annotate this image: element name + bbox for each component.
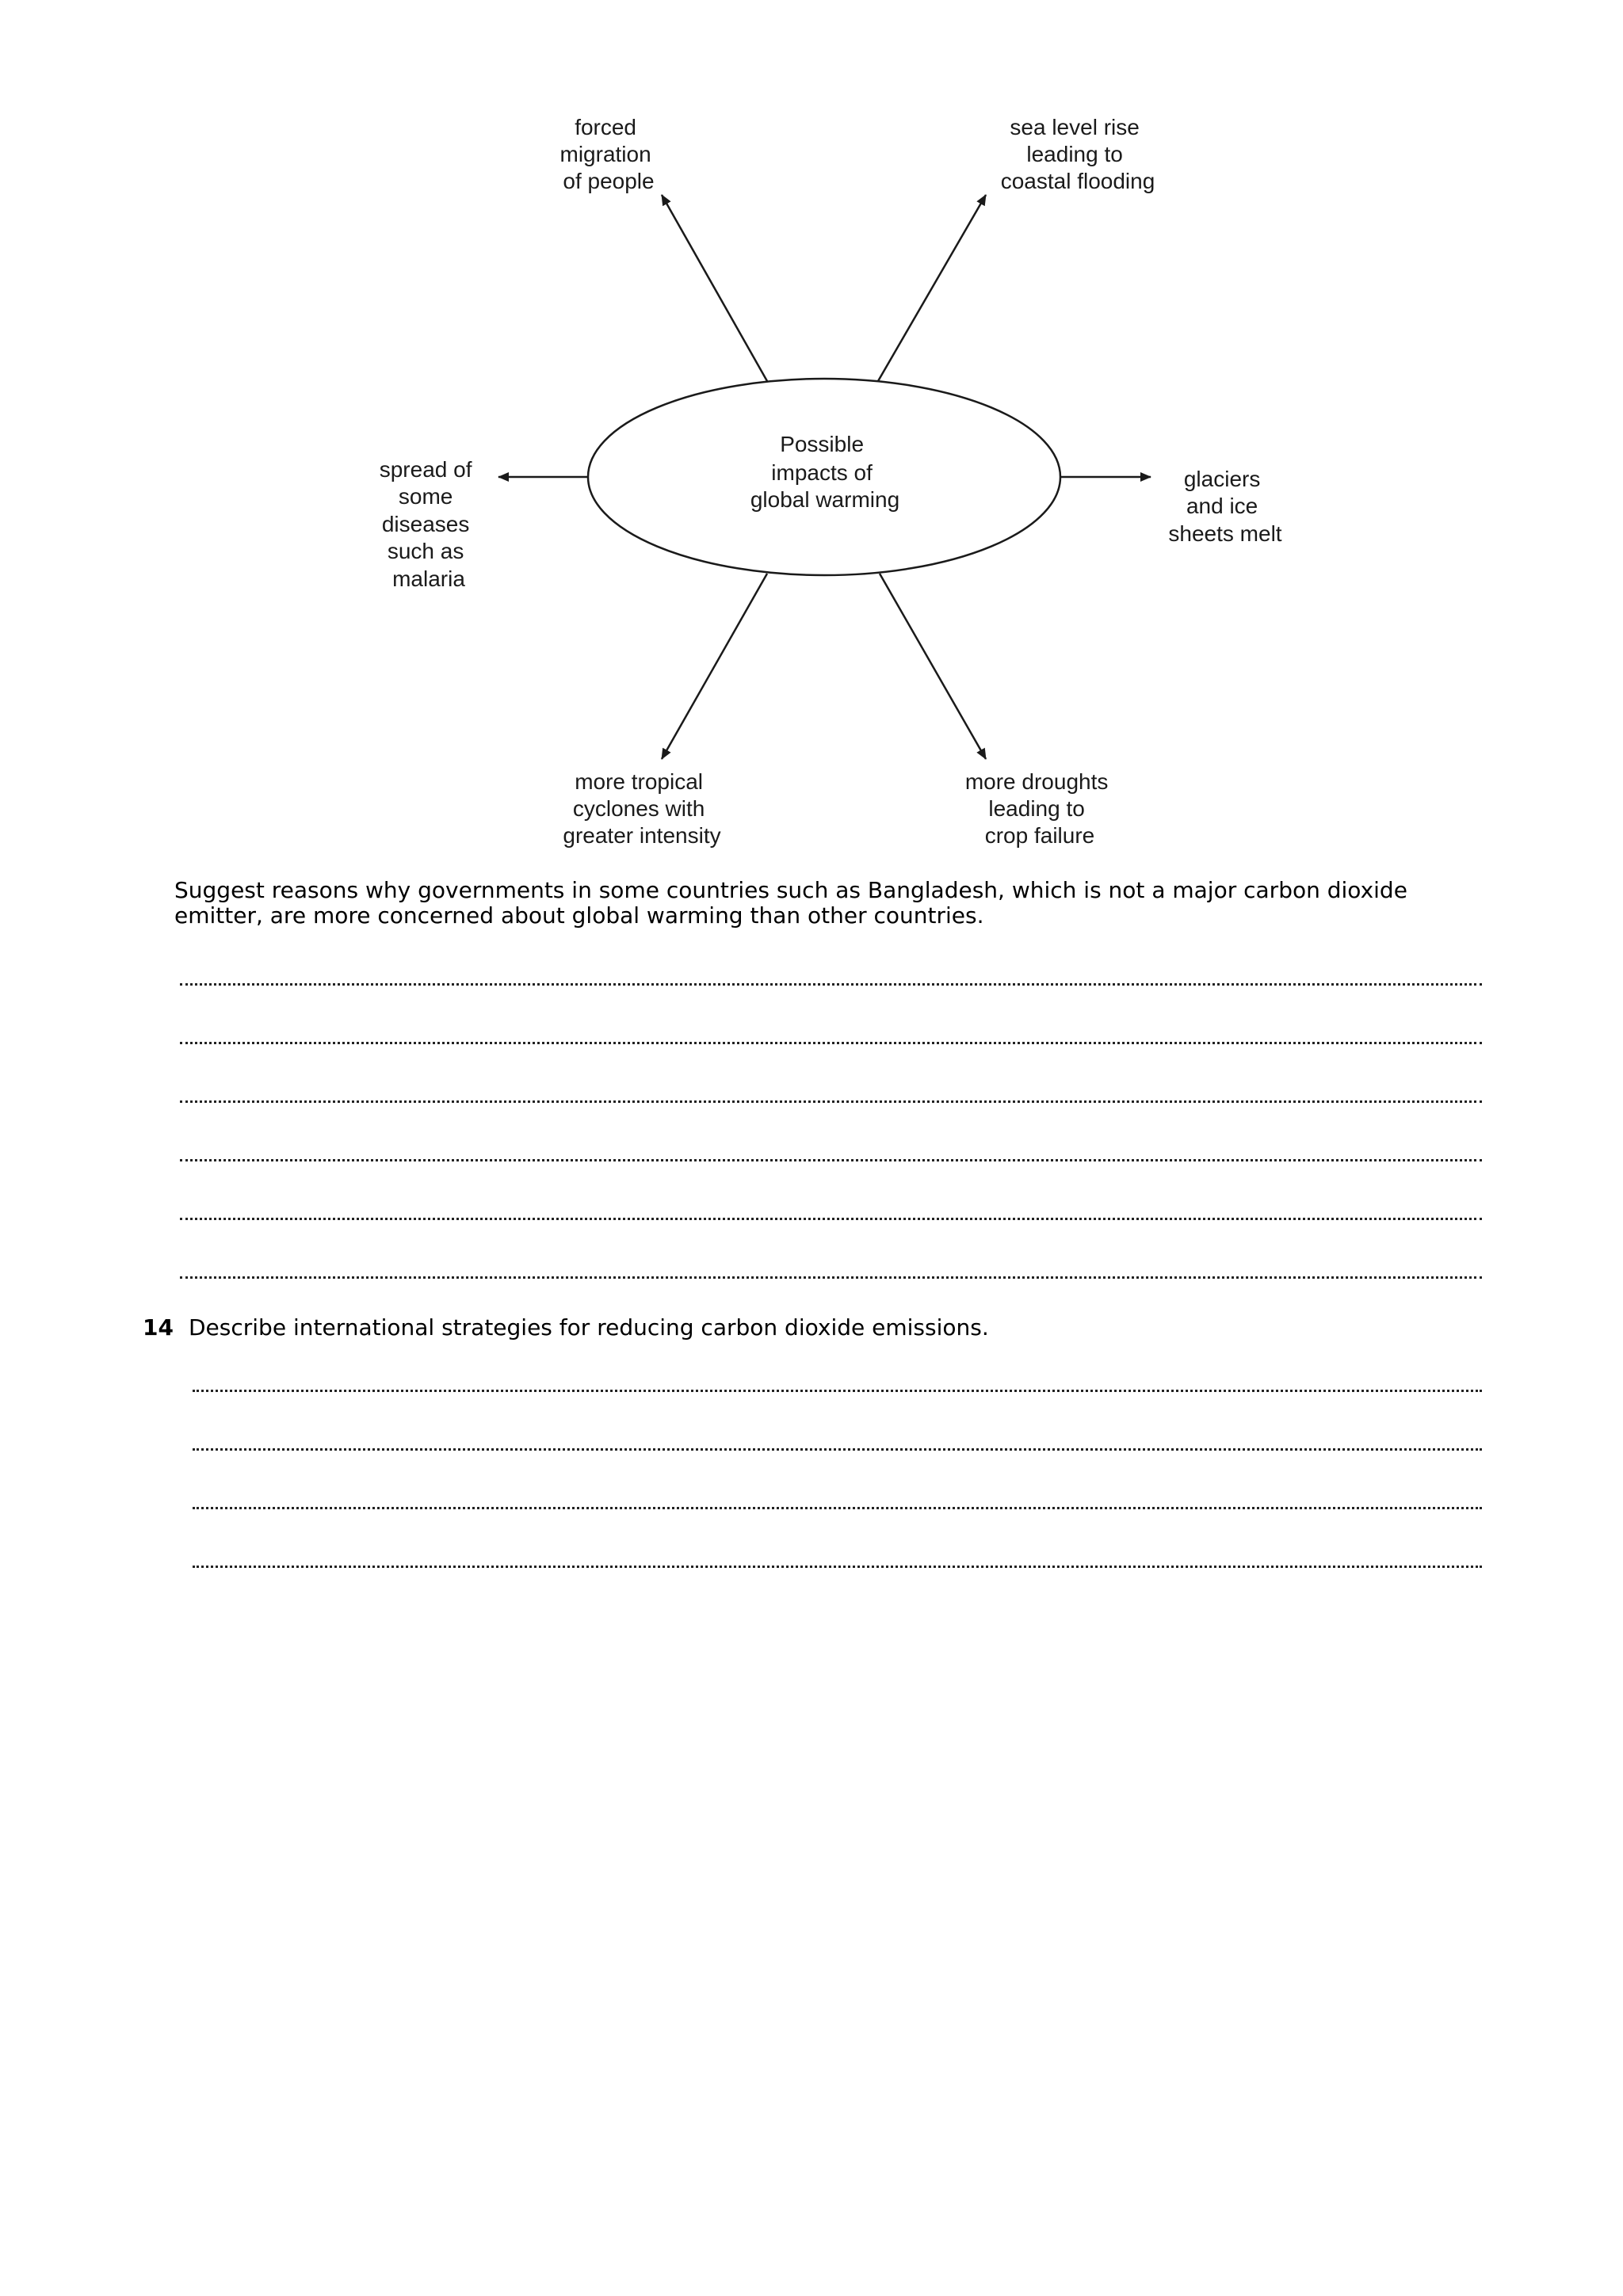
answer-line[interactable] — [180, 1042, 1482, 1044]
arrow-top-right — [878, 195, 986, 381]
arrow-bottom-right — [880, 574, 986, 759]
question-13-prompt: Suggest reasons why governments in some countries such as Bangladesh, which is not a major carbon dioxide emitter, are more concerned about global warming than other countries. — [174, 877, 1407, 929]
impact-glaciers-melt: glaciers and ice sheets melt — [1168, 467, 1282, 546]
impact-sea-level-rise: sea level rise leading to coastal flooding — [1000, 115, 1155, 193]
impact-disease-spread: spread of some diseases such as malaria — [379, 457, 472, 591]
impact-forced-migration: forced migration of people — [559, 115, 655, 193]
answer-line[interactable] — [193, 1390, 1482, 1392]
question-14-prompt: Describe international strategies for reducing carbon dioxide emissions. — [189, 1314, 989, 1341]
answer-line[interactable] — [180, 1218, 1482, 1220]
question-14-number: 14 — [143, 1314, 174, 1341]
center-label: Possible impacts of global warming — [750, 432, 900, 512]
answer-line[interactable] — [180, 1100, 1482, 1103]
arrow-bottom-left — [662, 574, 767, 759]
answer-line[interactable] — [193, 1448, 1482, 1451]
answer-line[interactable] — [180, 1276, 1482, 1279]
impact-tropical-cyclones: more tropical cyclones with greater intensity — [563, 769, 721, 848]
answer-line[interactable] — [180, 1159, 1482, 1161]
arrow-top-left — [662, 195, 767, 381]
answer-line[interactable] — [193, 1507, 1482, 1509]
global-warming-impacts-diagram — [0, 0, 1623, 871]
impact-droughts: more droughts leading to crop failure — [964, 769, 1109, 848]
answer-line[interactable] — [193, 1566, 1482, 1568]
answer-line[interactable] — [180, 983, 1482, 986]
